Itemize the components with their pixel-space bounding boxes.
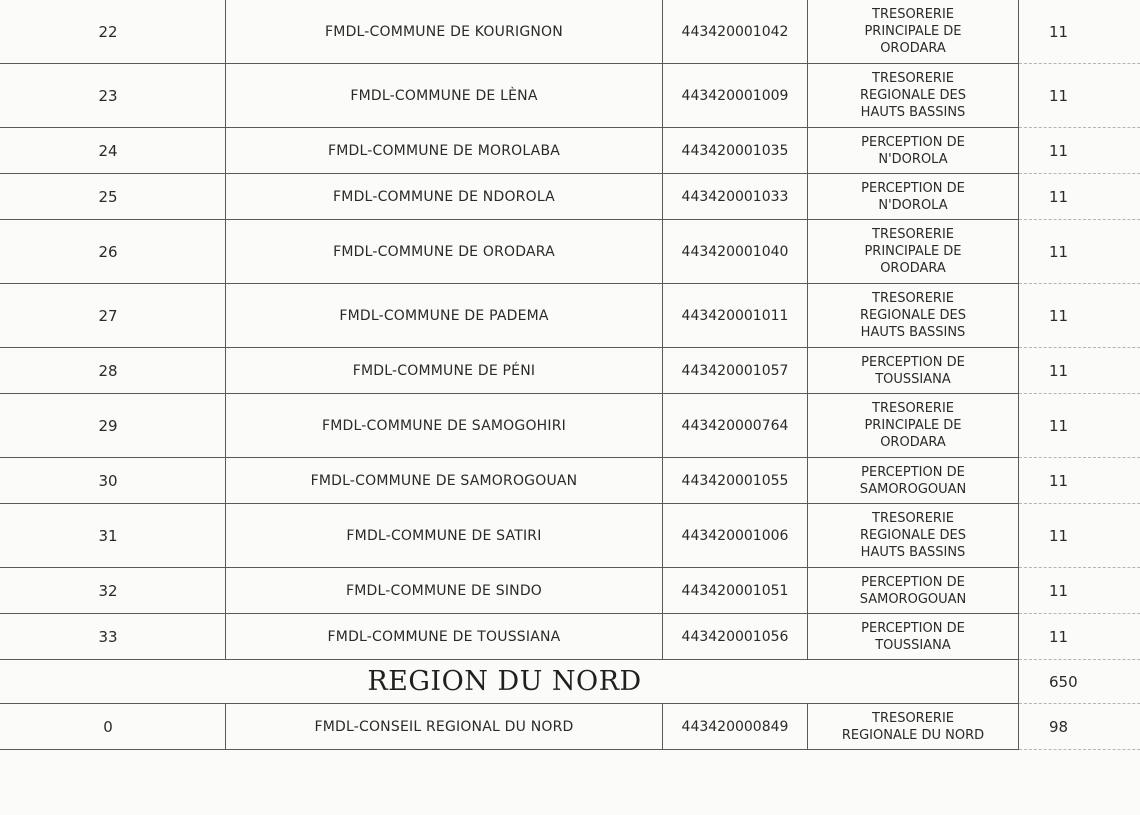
account-number: 443420001009 — [663, 64, 808, 128]
treasury-line: N'DOROLA — [878, 151, 948, 167]
account-number: 443420001033 — [663, 174, 808, 220]
commune-name: FMDL-CONSEIL REGIONAL DU NORD — [226, 704, 663, 750]
treasury-line: REGIONALE DES — [859, 308, 967, 323]
table-row — [0, 568, 1140, 614]
table-row — [0, 458, 1140, 504]
row-number: 25 — [0, 174, 226, 220]
commune-name: FMDL-COMMUNE DE ORODARA — [226, 220, 663, 284]
commune-name: FMDL-COMMUNE DE PADEMA — [226, 284, 663, 348]
treasury-line: TRESORERIE — [872, 511, 954, 526]
treasury-office — [808, 174, 1019, 220]
treasury-office — [808, 614, 1019, 660]
amount-cell — [1019, 348, 1140, 394]
account-number: 443420001055 — [663, 458, 808, 504]
account-number: 443420001040 — [663, 220, 808, 284]
table-row — [0, 348, 1140, 394]
treasury-line: PERCEPTION DE — [861, 574, 965, 590]
amount-value: 11 — [1049, 141, 1069, 160]
treasury-line: ORODARA — [880, 261, 946, 276]
treasury-line: SAMOROGOUAN — [859, 481, 967, 497]
table-row — [0, 128, 1140, 174]
amount-cell — [1019, 504, 1140, 568]
commune-name: FMDL-COMMUNE DE SINDO — [226, 568, 663, 614]
amount-cell — [1019, 704, 1140, 750]
account-number: 443420001035 — [663, 128, 808, 174]
treasury-line: ORODARA — [880, 435, 946, 450]
row-number: 24 — [0, 128, 226, 174]
treasury-office — [808, 220, 1019, 284]
treasury-office — [808, 64, 1019, 128]
row-number: 28 — [0, 348, 226, 394]
row-number: 32 — [0, 568, 226, 614]
region-total-amount — [1019, 660, 1140, 704]
treasury-line: TRESORERIE — [872, 710, 954, 726]
commune-name: FMDL-COMMUNE DE SATIRI — [226, 504, 663, 568]
amount-value: 11 — [1049, 86, 1069, 105]
table-row — [0, 614, 1140, 660]
treasury-line: PERCEPTION DE — [861, 464, 965, 480]
amount-cell — [1019, 174, 1140, 220]
treasury-office — [808, 348, 1019, 394]
table-row — [0, 174, 1140, 220]
region-header-row — [0, 660, 1140, 704]
row-number: 26 — [0, 220, 226, 284]
table-row — [0, 704, 1140, 750]
amount-value: 11 — [1049, 22, 1069, 41]
row-number: 30 — [0, 458, 226, 504]
amount-cell — [1019, 128, 1140, 174]
amount-cell — [1019, 284, 1140, 348]
table-row — [0, 504, 1140, 568]
treasury-office — [808, 458, 1019, 504]
amount-cell — [1019, 220, 1140, 284]
treasury-line: ORODARA — [880, 41, 946, 56]
treasury-line: PERCEPTION DE — [861, 354, 965, 370]
account-number: 443420000764 — [663, 394, 808, 458]
commune-name: FMDL-COMMUNE DE TOUSSIANA — [226, 614, 663, 660]
treasury-line: TRESORERIE — [872, 291, 954, 306]
account-number: 443420001006 — [663, 504, 808, 568]
treasury-office — [808, 704, 1019, 750]
amount-value: 11 — [1049, 581, 1069, 600]
commune-name: FMDL-COMMUNE DE KOURIGNON — [226, 0, 663, 64]
account-number: 443420001011 — [663, 284, 808, 348]
row-number: 23 — [0, 64, 226, 128]
table-row — [0, 0, 1140, 64]
treasury-line: REGIONALE DU NORD — [841, 727, 985, 743]
treasury-line: REGIONALE DES — [859, 88, 967, 103]
treasury-line: PERCEPTION DE — [861, 134, 965, 150]
amount-value: 11 — [1049, 416, 1069, 435]
row-number: 0 — [0, 704, 226, 750]
treasury-line: TOUSSIANA — [875, 371, 951, 387]
treasury-office — [808, 128, 1019, 174]
commune-name: FMDL-COMMUNE DE SAMOROGOUAN — [226, 458, 663, 504]
treasury-line: PRINCIPALE DE — [864, 418, 962, 433]
account-number: 443420001042 — [663, 0, 808, 64]
amount-value: 11 — [1049, 627, 1069, 646]
treasury-line: PRINCIPALE DE — [864, 244, 962, 259]
amount-cell — [1019, 0, 1140, 64]
treasury-line: TRESORERIE — [872, 7, 954, 22]
commune-name: FMDL-COMMUNE DE SAMOGOHIRI — [226, 394, 663, 458]
row-number: 29 — [0, 394, 226, 458]
treasury-office — [808, 0, 1019, 64]
amount-value: 98 — [1049, 717, 1069, 736]
treasury-line: TRESORERIE — [872, 227, 954, 242]
account-number: 443420001051 — [663, 568, 808, 614]
treasury-line: TRESORERIE — [872, 401, 954, 416]
treasury-office — [808, 394, 1019, 458]
treasury-line: HAUTS BASSINS — [860, 325, 966, 340]
treasury-line: PRINCIPALE DE — [864, 24, 962, 39]
amount-value: 11 — [1049, 526, 1069, 545]
amount-cell — [1019, 458, 1140, 504]
commune-name: FMDL-COMMUNE DE NDOROLA — [226, 174, 663, 220]
treasury-office — [808, 568, 1019, 614]
account-number: 443420001057 — [663, 348, 808, 394]
row-number: 31 — [0, 504, 226, 568]
row-number: 33 — [0, 614, 226, 660]
treasury-line: HAUTS BASSINS — [860, 545, 966, 560]
account-number: 443420000849 — [663, 704, 808, 750]
amount-cell — [1019, 64, 1140, 128]
table-row — [0, 284, 1140, 348]
commune-name: FMDL-COMMUNE DE PÉNI — [226, 348, 663, 394]
treasury-line: PERCEPTION DE — [861, 620, 965, 636]
amount-value: 11 — [1049, 306, 1069, 325]
row-number: 27 — [0, 284, 226, 348]
amount-value: 11 — [1049, 187, 1069, 206]
account-number: 443420001056 — [663, 614, 808, 660]
region-title: REGION DU NORD — [0, 660, 1019, 704]
treasury-line: SAMOROGOUAN — [859, 591, 967, 607]
commune-name: FMDL-COMMUNE DE MOROLABA — [226, 128, 663, 174]
table-row — [0, 394, 1140, 458]
amount-cell — [1019, 568, 1140, 614]
row-number: 22 — [0, 0, 226, 64]
amount-value: 11 — [1049, 471, 1069, 490]
amount-cell — [1019, 394, 1140, 458]
treasury-line: REGIONALE DES — [859, 528, 967, 543]
treasury-office — [808, 504, 1019, 568]
treasury-line: TOUSSIANA — [875, 637, 951, 653]
treasury-line: PERCEPTION DE — [861, 180, 965, 196]
amount-value: 11 — [1049, 242, 1069, 261]
treasury-office — [808, 284, 1019, 348]
table-row — [0, 64, 1140, 128]
treasury-line: HAUTS BASSINS — [860, 105, 966, 120]
amount-value: 11 — [1049, 361, 1069, 380]
treasury-line: TRESORERIE — [872, 71, 954, 86]
table-row — [0, 220, 1140, 284]
region-total-value: 650 — [1049, 672, 1078, 691]
amount-cell — [1019, 614, 1140, 660]
treasury-line: N'DOROLA — [878, 197, 948, 213]
commune-name: FMDL-COMMUNE DE LÈNA — [226, 64, 663, 128]
